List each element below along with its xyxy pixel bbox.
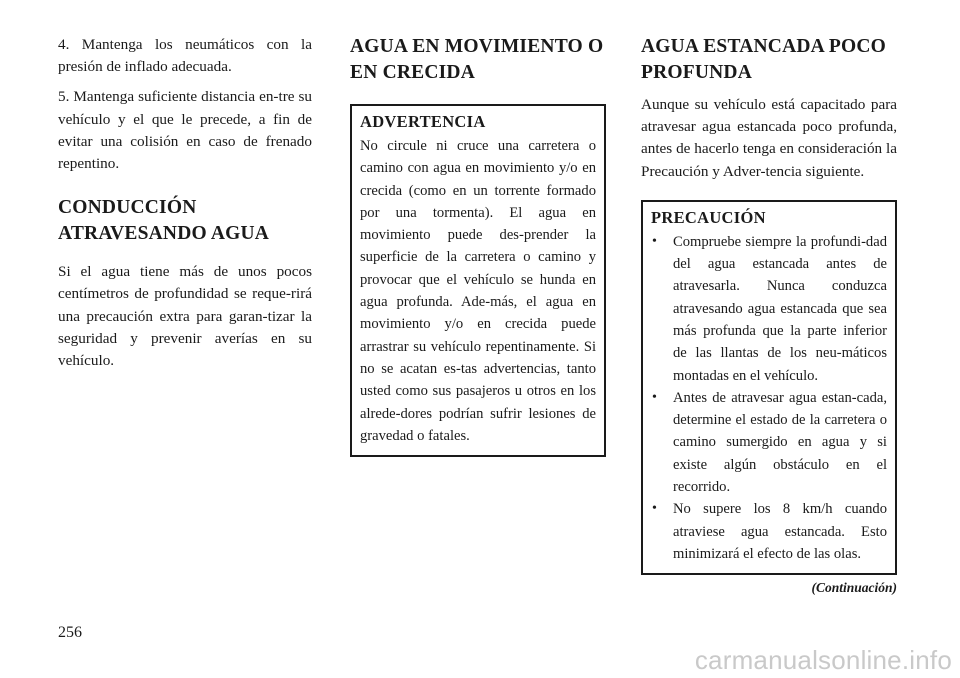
column-right [641,34,897,599]
heading-line-1: AGUA EN MOVIMIENTO O [350,36,604,57]
paragraph-following-distance: 5. Mantenga suficiente distancia en-tre su vehículo y el que le precede, a fin de evitar una colisión en caso de frenado repentino. [58,88,312,173]
heading-line-1: CONDUCCIÓN [58,197,197,219]
caution-item: • Antes de atravesar agua estan-cada, determine el estado de la carretera o camino sumergido en agua y si existe algún obstáculo en el recorrido. [651,387,887,498]
heading-flowing-water [350,34,606,86]
heading-line-1: AGUA ESTANCADA POCO [641,36,887,57]
warning-text: No circule ni cruce una carretera o camino con agua en movimiento y/o en crecida (como en un torrente formado por una tormenta). El agua en movimiento puede des-prender la superficie de la carretera o camino y provocar que el vehículo se hunda en agua profunda. Ade-más, el agua en movimiento y/o en crecida puede arrastrar su vehículo repentinamente. Si no se acatan es-tas advertencias, tanto usted como sus pasajeros u otros en los alrede-dores podrían sufrir lesiones de gravedad o fatales. [360,138,596,444]
heading-line-2: ATRAVESANDO AGUA [58,223,270,245]
caution-box [641,200,897,575]
caution-list [651,231,887,565]
heading-line-2: PROFUNDA [641,62,753,83]
page-number: 256 [58,624,82,641]
paragraph-water-depth: Si el agua tiene más de unos pocos centímetros de profundidad se reque-rirá una precaución extra para garan-tizar la seguridad y prevenir averías en su vehículo. [58,263,312,370]
bullet-icon: • [652,233,657,249]
warning-title: ADVERTENCIA [360,112,486,131]
watermark: carmanualsonline.info [694,645,952,675]
heading-shallow-standing-water [641,34,897,86]
bullet-icon: • [652,501,657,517]
bullet-icon: • [652,389,657,405]
continued-note: (Continuación) [811,580,897,596]
caution-title: PRECAUCIÓN [651,207,766,227]
paragraph-standing-water-intro: Aunque su vehículo está capacitado para atravesar agua estancada poco profunda, antes de hacerlo tenga en consideración la Precaución y Adver-tencia siguiente. [641,96,897,180]
caution-item: • No supere los 8 km/h cuando atraviese agua estancada. Esto minimizará el efecto de las olas. [651,498,887,565]
heading-driving-through-water [58,195,312,247]
paragraph-tire-pressure: 4. Mantenga los neumáticos con la presión de inflado adecuada. [58,36,312,76]
column-middle [350,34,606,457]
heading-line-2: EN CRECIDA [350,62,475,83]
column-left [58,34,312,372]
warning-box [350,104,606,457]
caution-item: • Compruebe siempre la profundi-dad del agua estancada antes de atravesarla. Nunca conduzca atravesando agua estancada que sea más profunda que la parte inferior de las llantas de los neu-máticos montadas en el vehículo. [651,231,887,387]
